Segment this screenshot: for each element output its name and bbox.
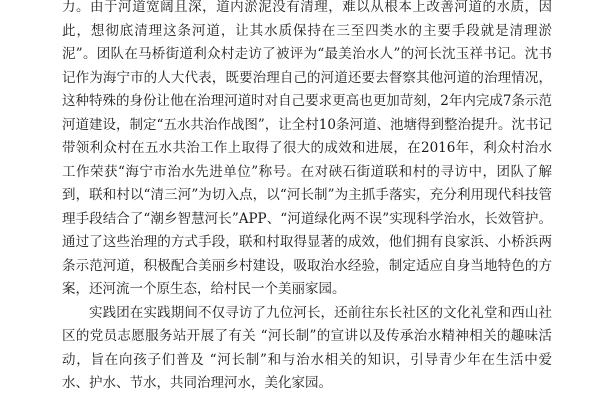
- document-body: [62, 0, 552, 396]
- paragraph-river-chiefs-visits: 力。由于河道宽阔且深，道内淤泥没有清理，难以从根本上改善河道的水质，因此，想彻底清理这条河道，让其水质保持在三至四类水的主要手段就是清理淤泥”。团队在马桥街道利众村走访了被评为“最美治水人”的河长沈玉祥书记。沈书记作为海宁市的人大代表，既要治理自己的河道还要去督察其他河道的治理情况，这种特殊的身份让他在治理河道时对自己要求更高也更加苛刻，2年内完成7条示范河道建设，制定“五水共治作战图”，让全村10条河道、池塘得到整治提升。沈书记带领利众村在五水共治工作上取得了很大的成效和进展，在2016年，利众村治水工作荣获“海宁市治水先进单位”称号。在对硖石街道联和村的寻访中，团队了解到，联和村以“清三河”为切入点，以“河长制”为主抓手落实，充分利用现代科技管理手段结合了“潮乡智慧河长”APP、“河道绿化两不误”实现科学治水，长效管护。通过了这些治理的方式手段，联和村取得显著的成效，他们拥有良家浜、小桥浜两条示范河道，积极配合美丽乡村建设，吸取治水经验，制定适应自身当地特色的方案，还河流一个原生态，给村民一个美丽家园。: [62, 0, 552, 297]
- paragraph-practice-team-activities: 实践团在实践期间不仅寻访了九位河长，还前往东长社区的文化礼堂和西山社区的党员志愿服务站开展了有关 “河长制”的宣讲以及传承治水精神相关的趣味活动，旨在向孩子们普及 “河长制”和与治水相关的知识，引导青少年在生活中爱水、护水、节水，共同治理河水，美化家园。: [62, 304, 552, 391]
